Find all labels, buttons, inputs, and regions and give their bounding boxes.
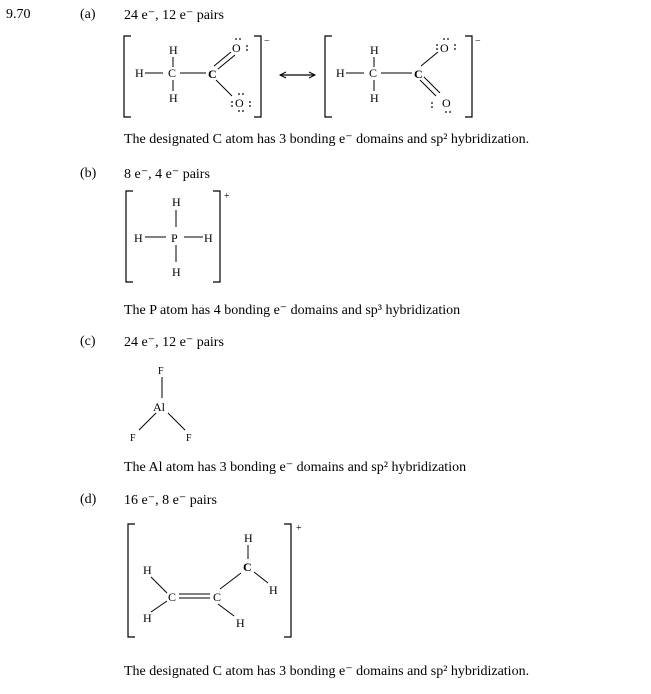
- atom-h: H: [204, 231, 213, 245]
- atom-h: H: [370, 91, 379, 105]
- atom-h: H: [134, 231, 143, 245]
- atom-c-designated: C: [208, 67, 217, 81]
- atom-f: F: [186, 433, 192, 444]
- charge-minus-1: −: [264, 36, 270, 47]
- part-b-electron-count: 8 e⁻, 4 e⁻ pairs: [124, 167, 210, 182]
- acetate-resonance-2: [325, 36, 481, 117]
- atom-f: F: [158, 366, 164, 377]
- charge-plus-b: +: [224, 191, 230, 202]
- resonance-arrow: [280, 72, 315, 78]
- part-b-description: The P atom has 4 bonding e⁻ domains and sp³ hybridization: [124, 303, 461, 318]
- atom-h: H: [370, 43, 379, 57]
- atom-h: H: [143, 563, 152, 577]
- part-a-description: The designated C atom has 3 bonding e⁻ domains and sp² hybridization.: [124, 132, 530, 147]
- atom-h: H: [169, 91, 178, 105]
- atom-h: H: [135, 66, 144, 80]
- atom-h: H: [244, 531, 253, 545]
- atom-h: H: [336, 66, 345, 80]
- aluminum-trifluoride-structure: [130, 366, 192, 444]
- phosphonium-structure: [126, 191, 230, 282]
- atom-c: C: [213, 590, 222, 604]
- atom-p: P: [171, 231, 178, 245]
- atom-o: O: [442, 96, 451, 110]
- charge-minus-2: −: [475, 36, 481, 47]
- atom-o: O: [440, 41, 449, 55]
- atom-o: O: [232, 41, 241, 55]
- atom-c-designated: C: [243, 560, 252, 574]
- atom-al: Al: [153, 400, 165, 414]
- problem-number: 9.70: [6, 7, 31, 22]
- atom-c: C: [168, 66, 177, 80]
- charge-plus-d: +: [296, 523, 302, 534]
- atom-c: C: [168, 590, 177, 604]
- atom-h: H: [169, 43, 178, 57]
- part-a-label: (a): [80, 7, 96, 22]
- part-a-electron-count: 24 e⁻, 12 e⁻ pairs: [124, 8, 224, 23]
- atom-h: H: [269, 583, 278, 597]
- allyl-cation-structure: [128, 523, 302, 637]
- part-c-description: The Al atom has 3 bonding e⁻ domains and sp² hybridization: [124, 460, 467, 475]
- atom-h: H: [172, 195, 181, 209]
- part-d-description: The designated C atom has 3 bonding e⁻ domains and sp² hybridization.: [124, 664, 530, 679]
- atom-h: H: [236, 616, 245, 630]
- atom-h: H: [143, 611, 152, 625]
- atom-f: F: [130, 433, 136, 444]
- part-d-electron-count: 16 e⁻, 8 e⁻ pairs: [124, 493, 217, 508]
- part-c-electron-count: 24 e⁻, 12 e⁻ pairs: [124, 335, 224, 350]
- part-d-label: (d): [80, 492, 97, 507]
- atom-o: O: [235, 96, 244, 110]
- atom-c: C: [369, 66, 378, 80]
- atom-h: H: [172, 265, 181, 279]
- part-c-label: (c): [80, 334, 96, 349]
- part-b-label: (b): [80, 166, 97, 181]
- acetate-resonance-1: [124, 36, 270, 117]
- atom-c-designated: C: [414, 67, 423, 81]
